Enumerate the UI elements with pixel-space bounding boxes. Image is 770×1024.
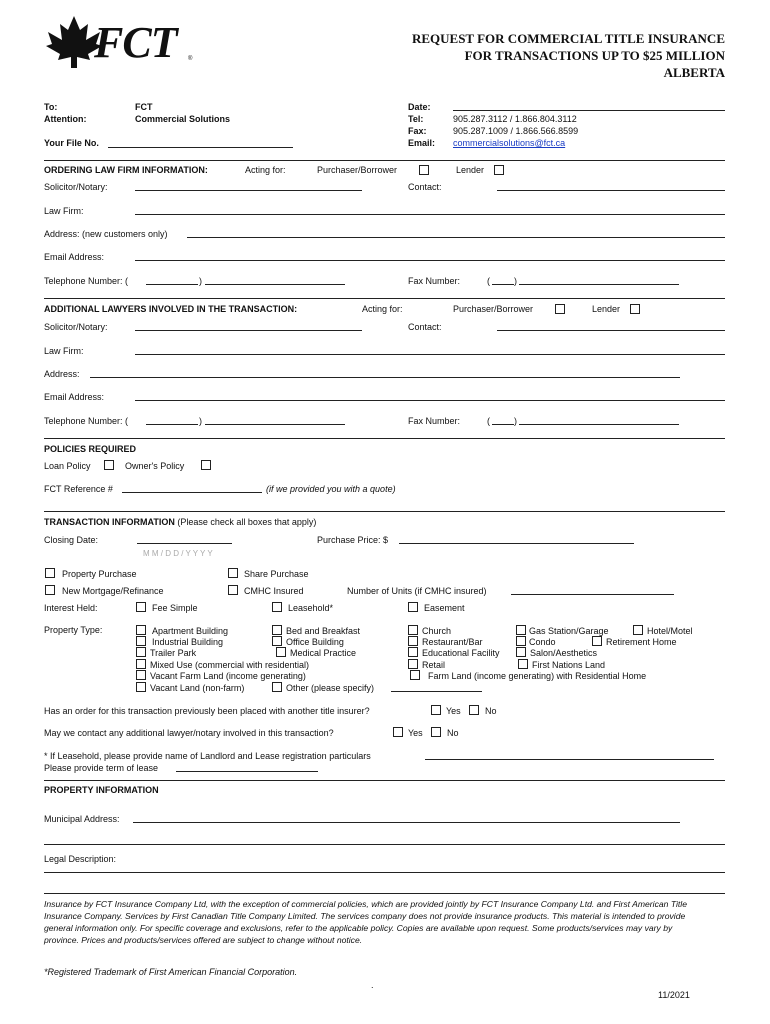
legal-description-field[interactable] [44, 872, 725, 873]
number-of-units-field[interactable] [511, 594, 674, 595]
tel-value: 905.287.3112 / 1.866.804.3112 [453, 114, 577, 124]
property-type-label: Property Type: [44, 625, 103, 635]
contact-lawyer-question: May we contact any additional lawyer/notary involved in this transaction? [44, 728, 334, 738]
divider [44, 160, 725, 161]
interest-held-label: Interest Held: [44, 603, 98, 613]
new-mortgage-checkbox[interactable] [45, 585, 55, 595]
property-type-option: Church [422, 626, 452, 636]
property-type-option: Educational Facility [422, 648, 500, 658]
previous-order-question: Has an order for this transaction previously been placed with another title insurer? [44, 706, 370, 716]
property-type-option: First Nations Land [532, 660, 606, 670]
leasehold-label: Leasehold* [288, 603, 334, 613]
loan-policy-checkbox[interactable] [104, 460, 114, 470]
ordering-heading: ORDERING LAW FIRM INFORMATION: [44, 165, 208, 175]
property-type-option: Farm Land (income generating) with Residential Home [428, 671, 647, 681]
fee-simple-label: Fee Simple [152, 603, 198, 613]
contact-label: Contact: [408, 182, 442, 192]
telephone-label: Telephone Number: ( [44, 416, 129, 426]
title-line-3: ALBERTA [663, 65, 725, 80]
purchaser-borrower-label: Purchaser/Borrower [453, 304, 534, 314]
previous-order-yes-checkbox[interactable] [431, 705, 441, 715]
transaction-heading [44, 517, 316, 528]
date-field[interactable] [453, 110, 725, 111]
telephone-area-code-field[interactable] [146, 284, 198, 285]
contact-label: Contact: [408, 322, 442, 332]
legal-description-field-line-2[interactable] [44, 893, 725, 894]
date-format-hint: M M / D D / Y Y Y Y [143, 549, 213, 558]
file-no-field[interactable] [108, 147, 293, 148]
acting-for-label: Acting for: [362, 304, 403, 314]
fax-value: 905.287.1009 / 1.866.566.8599 [453, 126, 579, 136]
attention-label: Attention: [44, 114, 87, 124]
share-purchase-label: Share Purchase [244, 569, 309, 579]
attention-value: Commercial Solutions [135, 114, 231, 124]
additional-contact-field[interactable] [497, 330, 725, 331]
purchase-price-label: Purchase Price: $ [317, 535, 389, 545]
closing-date-label: Closing Date: [44, 535, 99, 545]
mixed-use-checkbox[interactable] [136, 659, 146, 669]
yes-label: Yes [408, 728, 423, 738]
other-checkbox[interactable] [272, 682, 282, 692]
fax-paren-close: ) [514, 276, 517, 286]
solicitor-field[interactable] [135, 190, 362, 191]
telephone-paren: ) [199, 276, 202, 286]
email-label: Email: [408, 138, 436, 148]
divider [44, 780, 725, 781]
lender-label: Lender [592, 304, 621, 314]
lease-term-field[interactable] [176, 771, 318, 772]
purchase-price-field[interactable] [399, 543, 634, 544]
fax-paren-open: ( [487, 276, 490, 286]
leasehold-note: * If Leasehold, please provide name of Landlord and Lease registration particulars [44, 751, 371, 761]
property-purchase-label: Property Purchase [62, 569, 137, 579]
new-mortgage-label: New Mortgage/Refinance [62, 586, 164, 596]
law-firm-field[interactable] [135, 214, 725, 215]
additional-fax-number-field[interactable] [519, 424, 679, 425]
purchaser-borrower-label: Purchaser/Borrower [317, 165, 398, 175]
form-title [412, 30, 725, 81]
fax-number-label: Fax Number: [408, 416, 461, 426]
law-firm-label: Law Firm: [44, 206, 84, 216]
additional-heading: ADDITIONAL LAWYERS INVOLVED IN THE TRANSACTION: [44, 304, 298, 314]
vacant-land-checkbox[interactable] [136, 682, 146, 692]
property-type-option: Trailer Park [150, 648, 197, 658]
owners-policy-label: Owner's Policy [125, 461, 185, 471]
address-field[interactable] [187, 237, 725, 238]
municipal-address-field[interactable] [133, 822, 680, 823]
easement-label: Easement [424, 603, 465, 613]
municipal-address-field-line-2[interactable] [44, 844, 725, 845]
apartment-building-checkbox[interactable] [136, 625, 146, 635]
salon-checkbox[interactable] [516, 647, 526, 657]
fax-paren-close: ) [514, 416, 517, 426]
divider [44, 511, 725, 512]
to-value: FCT [135, 102, 153, 112]
additional-purchaser-checkbox[interactable] [555, 304, 565, 314]
contact-field[interactable] [497, 190, 725, 191]
property-type-option: Other (please specify) [286, 683, 375, 693]
additional-fax-area-code-field[interactable] [492, 424, 514, 425]
property-type-option: Retail [422, 660, 446, 670]
cmhc-insured-label: CMHC Insured [244, 586, 304, 596]
church-checkbox[interactable] [408, 625, 418, 635]
first-nations-land-checkbox[interactable] [518, 659, 528, 669]
additional-law-firm-field[interactable] [135, 354, 725, 355]
telephone-paren: ) [199, 416, 202, 426]
property-type-option: Gas Station/Garage [529, 626, 609, 636]
condo-checkbox[interactable] [516, 636, 526, 646]
transaction-heading-text: TRANSACTION INFORMATION [44, 517, 175, 527]
additional-telephone-number-field[interactable] [205, 424, 345, 425]
property-type-option: Hotel/Motel [647, 626, 693, 636]
vacant-farm-land-checkbox[interactable] [136, 670, 146, 680]
property-type-option: Apartment Building [152, 626, 229, 636]
email-address-field[interactable] [135, 260, 725, 261]
trademark-note: *Registered Trademark of First American Financial Corporation. [44, 967, 298, 977]
law-firm-label: Law Firm: [44, 346, 84, 356]
fax-number-field[interactable] [519, 284, 679, 285]
leasehold-checkbox[interactable] [272, 602, 282, 612]
property-heading: PROPERTY INFORMATION [44, 785, 159, 795]
bed-and-breakfast-checkbox[interactable] [272, 625, 282, 635]
trailer-park-checkbox[interactable] [136, 647, 146, 657]
no-label: No [447, 728, 459, 738]
fee-simple-checkbox[interactable] [136, 602, 146, 612]
email-link[interactable]: commercialsolutions@fct.ca [453, 138, 566, 148]
additional-lender-checkbox[interactable] [630, 304, 640, 314]
fct-logo [44, 14, 214, 70]
farm-land-residential-checkbox[interactable] [410, 670, 420, 680]
share-purchase-checkbox[interactable] [228, 568, 238, 578]
additional-solicitor-field[interactable] [135, 330, 362, 331]
file-no-label: Your File No. [44, 138, 99, 148]
property-type-option: Industrial Building [152, 637, 224, 647]
lender-checkbox[interactable] [494, 165, 504, 175]
property-purchase-checkbox[interactable] [45, 568, 55, 578]
previous-order-no-checkbox[interactable] [469, 705, 479, 715]
disclaimer-text: Insurance by FCT Insurance Company Ltd, with the exception of commercial policies, which are provided jointly by FCT Insurance Company Ltd. and First American Title Insurance Company. Services by First Canadian Title Company Limited. The services company does not provide insurance products. This material is intended to provide general information only. For specific coverage and exclusions, refer to the applicable policy. Copies are available upon request. Some products/services may vary by province. Prices and products/services offered are subject to change without notice. [44, 899, 687, 945]
fax-label: Fax: [408, 126, 427, 136]
solicitor-label: Solicitor/Notary: [44, 322, 108, 332]
yes-label: Yes [446, 706, 461, 716]
additional-telephone-area-code-field[interactable] [146, 424, 198, 425]
contact-lawyer-yes-checkbox[interactable] [393, 727, 403, 737]
divider [44, 298, 725, 299]
cmhc-insured-checkbox[interactable] [228, 585, 238, 595]
address-label: Address: [44, 369, 80, 379]
email-address-label: Email Address: [44, 252, 105, 262]
contact-lawyer-no-checkbox[interactable] [431, 727, 441, 737]
leasehold-particulars-field[interactable] [425, 759, 714, 760]
industrial-building-checkbox[interactable] [136, 636, 146, 646]
other-specify-field[interactable] [391, 691, 482, 692]
form-revision-date: 11/2021 [658, 990, 690, 1000]
lease-term-label: Please provide term of lease [44, 763, 159, 773]
hotel-motel-checkbox[interactable] [633, 625, 643, 635]
retail-checkbox[interactable] [408, 659, 418, 669]
restaurant-bar-checkbox[interactable] [408, 636, 418, 646]
gas-station-checkbox[interactable] [516, 625, 526, 635]
number-of-units-label: Number of Units (if CMHC insured) [347, 586, 487, 596]
policies-heading: POLICIES REQUIRED [44, 444, 137, 454]
property-type-option: Office Building [286, 637, 344, 647]
office-building-checkbox[interactable] [272, 636, 282, 646]
property-type-option: Mixed Use (commercial with residential) [150, 660, 310, 670]
telephone-label: Telephone Number: ( [44, 276, 129, 286]
property-type-option: Bed and Breakfast [286, 626, 361, 636]
property-type-option: Restaurant/Bar [422, 637, 483, 647]
title-line-1: REQUEST FOR COMMERCIAL TITLE INSURANCE [411, 31, 725, 46]
fax-paren-open: ( [487, 416, 490, 426]
transaction-heading-note: (Please check all boxes that apply) [177, 517, 317, 527]
divider [44, 438, 725, 439]
legal-description-label: Legal Description: [44, 854, 117, 864]
logo-registered-mark: ® [188, 56, 193, 62]
fax-number-label: Fax Number: [408, 276, 461, 286]
additional-address-field[interactable] [90, 377, 680, 378]
property-type-option: Medical Practice [290, 648, 357, 658]
title-line-2: FOR TRANSACTIONS UP TO $25 MILLION [464, 48, 725, 63]
lender-label: Lender [456, 165, 485, 175]
property-type-option: Retirement Home [606, 637, 677, 647]
additional-email-field[interactable] [135, 400, 725, 401]
email-address-label: Email Address: [44, 392, 105, 402]
acting-for-label: Acting for: [245, 165, 286, 175]
property-type-option: Vacant Farm Land (income generating) [150, 671, 306, 681]
educational-facility-checkbox[interactable] [408, 647, 418, 657]
easement-checkbox[interactable] [408, 602, 418, 612]
loan-policy-label: Loan Policy [44, 461, 91, 471]
fct-reference-note: (if we provided you with a quote) [266, 484, 396, 494]
tel-label: Tel: [408, 114, 424, 124]
no-label: No [485, 706, 497, 716]
logo-text: FCT [94, 18, 177, 67]
municipal-address-label: Municipal Address: [44, 814, 120, 824]
retirement-home-checkbox[interactable] [592, 636, 602, 646]
fax-area-code-field[interactable] [492, 284, 514, 285]
solicitor-label: Solicitor/Notary: [44, 182, 108, 192]
fct-reference-field[interactable] [122, 492, 262, 493]
property-type-option: Salon/Aesthetics [530, 648, 598, 658]
purchaser-borrower-checkbox[interactable] [419, 165, 429, 175]
telephone-number-field[interactable] [205, 284, 345, 285]
address-label: Address: (new customers only) [44, 229, 168, 239]
property-type-option: Condo [529, 637, 556, 647]
closing-date-field[interactable] [137, 543, 232, 544]
property-type-option: Vacant Land (non-farm) [150, 683, 245, 693]
date-label: Date: [408, 102, 431, 112]
to-label: To: [44, 102, 58, 112]
medical-practice-checkbox[interactable] [276, 647, 286, 657]
owners-policy-checkbox[interactable] [201, 460, 211, 470]
fct-reference-label: FCT Reference # [44, 484, 113, 494]
footer-dot: . [371, 980, 374, 990]
